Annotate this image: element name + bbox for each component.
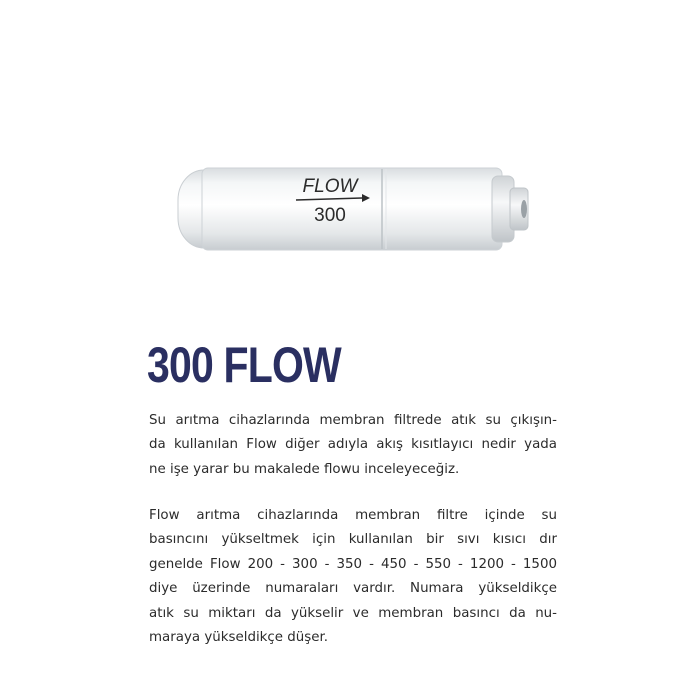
text-line: ne işe yarar bu makalede flowu inceleyeceğiz.	[149, 461, 460, 477]
text-line: genelde Flow 200 - 300 - 350 - 450 - 550 - 1200 - 1500	[149, 556, 557, 572]
label-flow: FLOW	[302, 176, 358, 197]
label-300: 300	[314, 205, 346, 226]
text-line: Su arıtma cihazlarında membran filtrede atık su çıkışın-	[149, 413, 557, 428]
flow-restrictor-image	[172, 150, 532, 270]
text-line: basıncını yükseltmek için kullanılan bir sıvı kısıcı dır	[149, 532, 557, 548]
text-line: atık su miktarı da yükselir ve membran basıncı da nu-	[149, 605, 557, 621]
text-line: da kullanılan Flow diğer adıyla akış kısıtlayıcı nedir yada	[149, 437, 557, 453]
page-title: 300 FLOW	[147, 337, 341, 393]
text-line: diye üzerinde numaraları vardır. Numara yükseldikçe	[149, 581, 557, 597]
text-line: maraya yükseldikçe düşer.	[149, 630, 329, 646]
intro-paragraph	[149, 409, 557, 482]
description-paragraph	[149, 504, 557, 650]
text-line: Flow arıtma cihazlarında membran filtre içinde su	[149, 508, 557, 523]
